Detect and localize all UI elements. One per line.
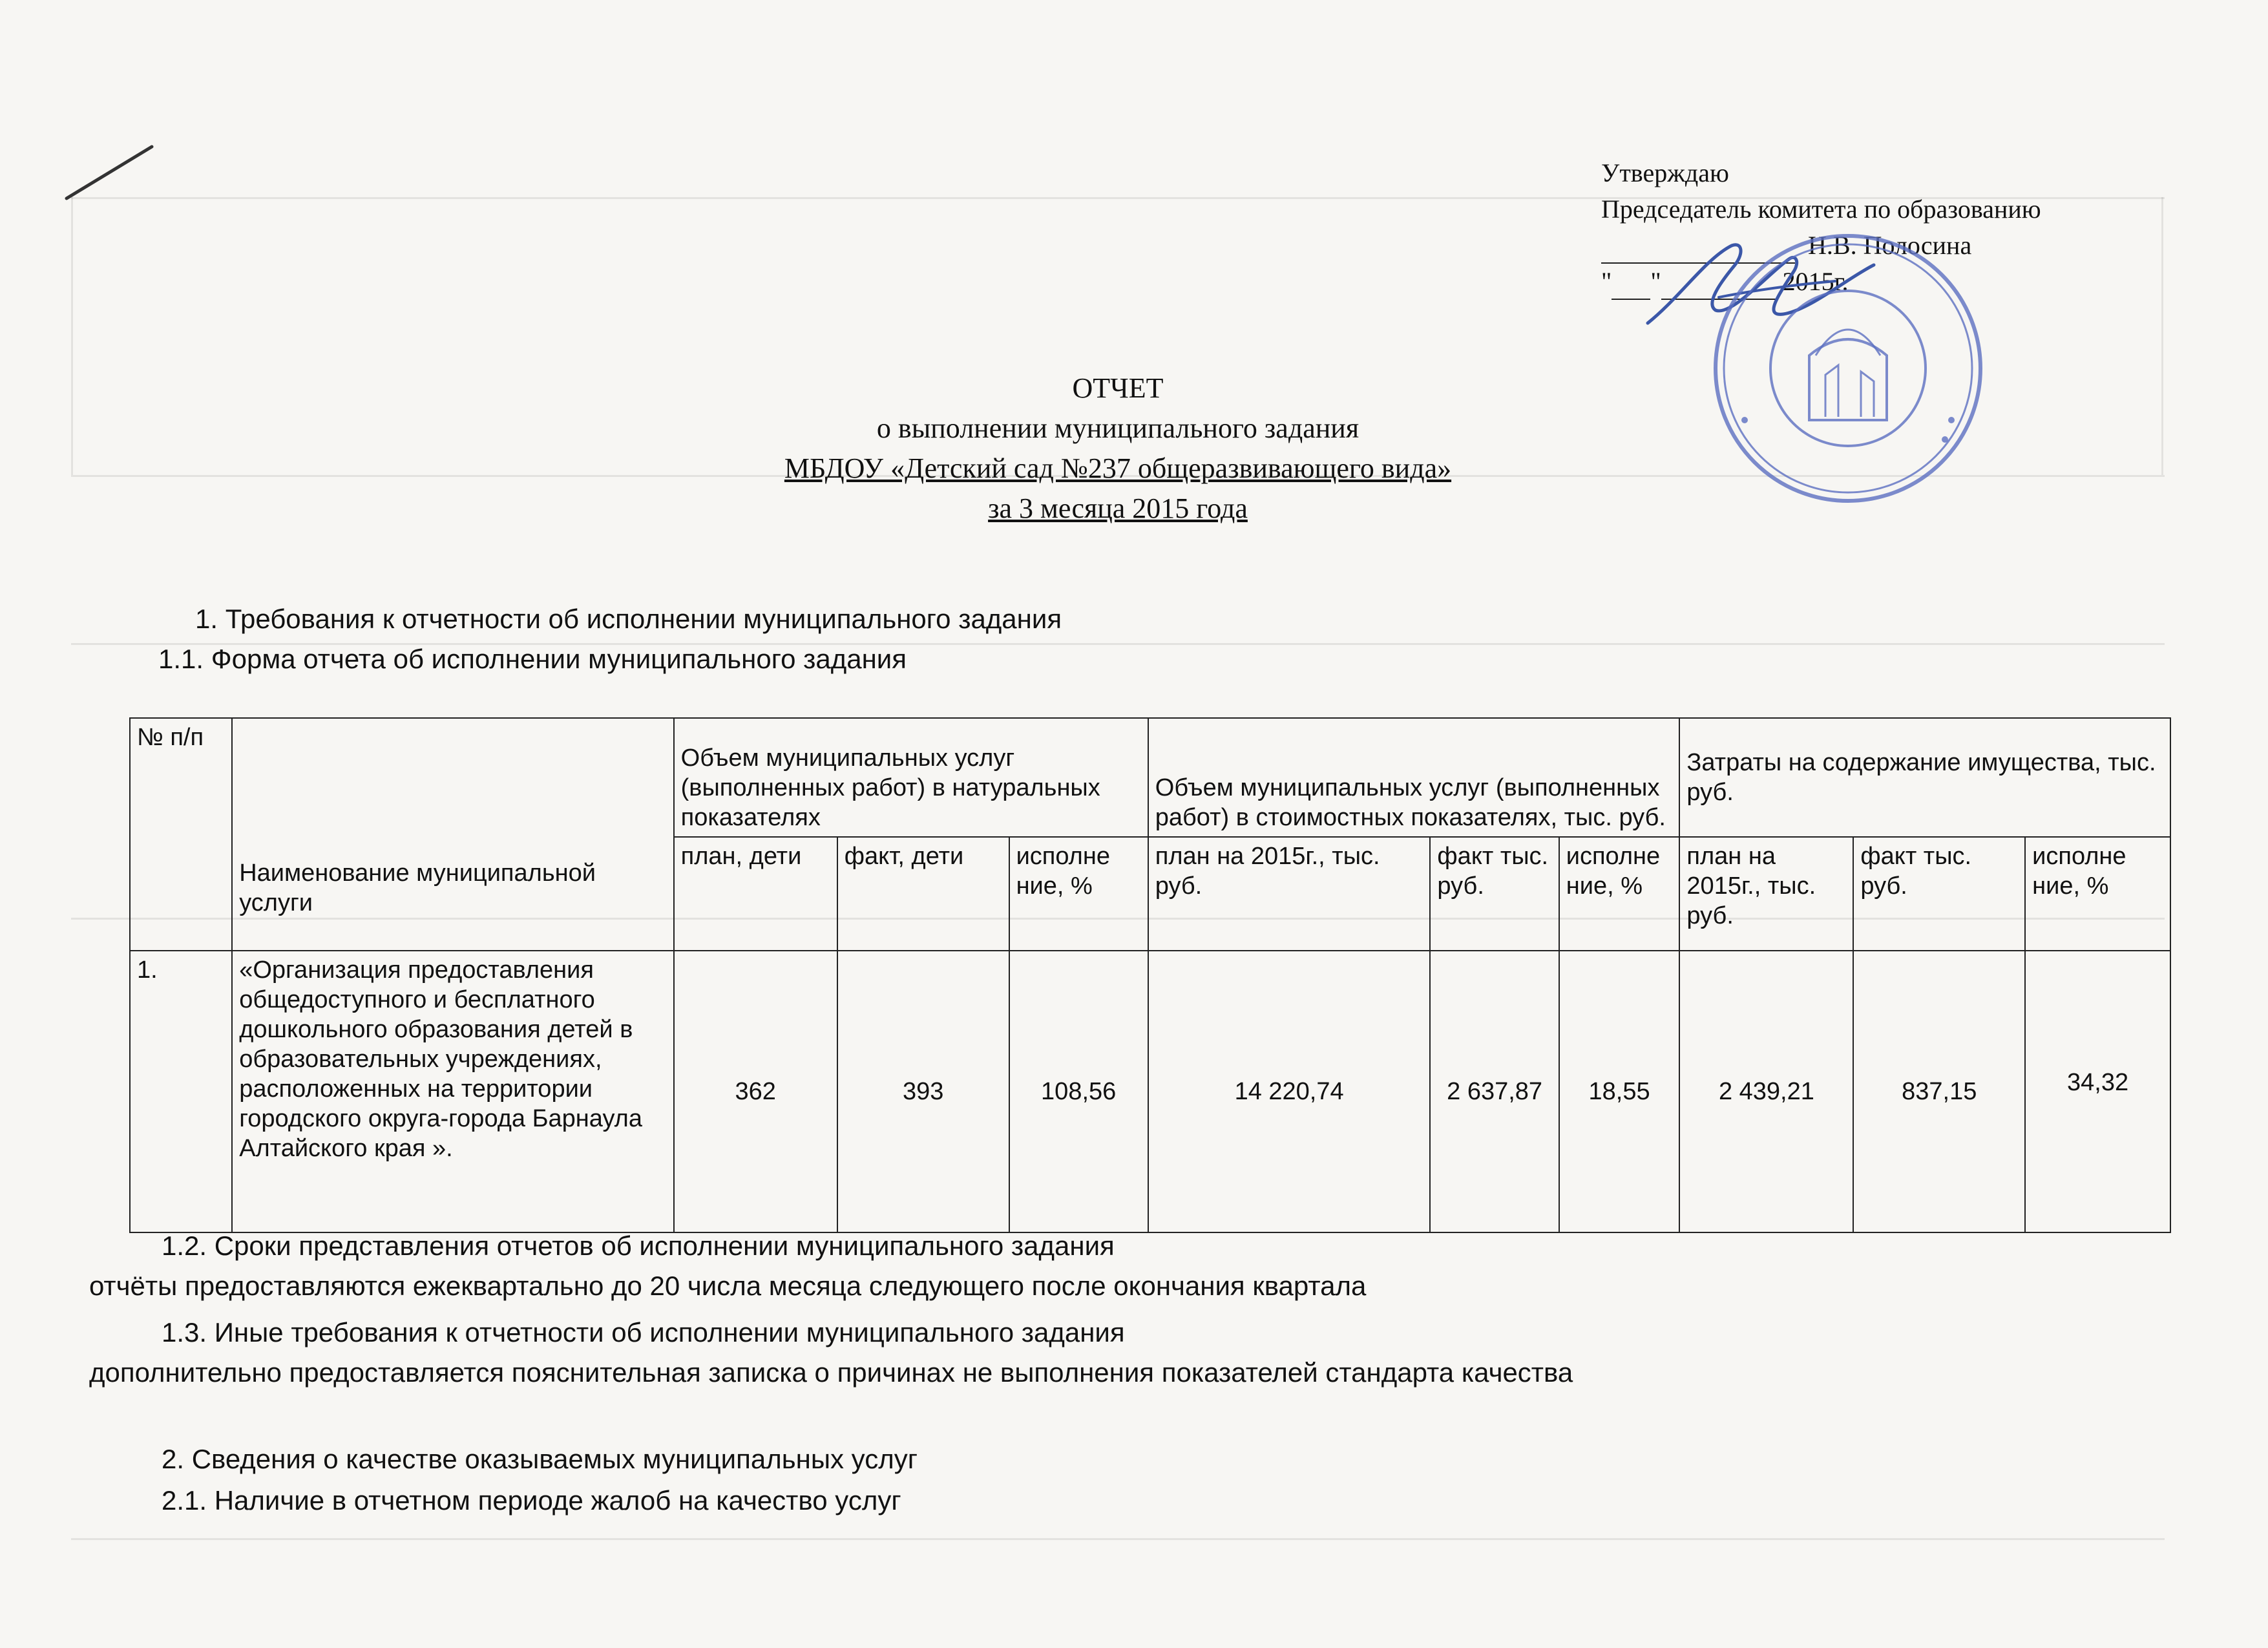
table-row bbox=[130, 951, 2170, 1232]
institution-name: МБДОУ «Детский сад №237 общеразвивающего вида» bbox=[784, 452, 1452, 484]
row-fact-children: 393 bbox=[837, 951, 1009, 1232]
header-num-name bbox=[130, 718, 232, 951]
row-plan-cost: 14 220,74 bbox=[1148, 951, 1431, 1232]
approval-date: " " 2015г. bbox=[1601, 264, 2041, 300]
header-name: Наименование муниципальной услуги bbox=[232, 718, 673, 951]
row-num: 1. bbox=[130, 951, 232, 1232]
approval-position: Председатель комитета по образованию bbox=[1601, 195, 2041, 224]
header-cost-volume: Объем муниципальных услуг (выполненных работ) в стоимостных показателях, тыс. руб. bbox=[1148, 718, 1680, 837]
report-table bbox=[129, 717, 2171, 1233]
section-1-1-heading: 1.1. Форма отчета об исполнении муниципального задания bbox=[158, 644, 907, 674]
bleed-through-line bbox=[2161, 197, 2163, 475]
header-fact-children: факт, дети bbox=[837, 837, 1009, 951]
row-exec-2: 18,55 bbox=[1559, 951, 1680, 1232]
header-plan-children: план, дети bbox=[674, 837, 837, 951]
report-subtitle: о выполнении муниципального задания bbox=[876, 412, 1360, 444]
report-title: ОТЧЕТ bbox=[1072, 372, 1164, 404]
section-2-heading: 2. Сведения о качестве оказываемых муниципальных услуг bbox=[162, 1444, 918, 1474]
header-exec-3: исполне ние, % bbox=[2025, 837, 2170, 951]
bleed-through-line bbox=[71, 197, 73, 475]
pen-mark bbox=[61, 139, 158, 204]
section-1-heading: 1. Требования к отчетности об исполнении муниципального задания bbox=[195, 604, 1062, 634]
approval-title: Утверждаю bbox=[1601, 158, 1729, 187]
section-1-2-heading: 1.2. Сроки представления отчетов об исполнении муниципального задания bbox=[162, 1231, 1115, 1261]
row-fact-cost: 2 637,87 bbox=[1430, 951, 1559, 1232]
header-fact-cost: факт тыс. руб. bbox=[1430, 837, 1559, 951]
section-1-3-text: дополнительно предоставляется пояснительная записка о причинах не выполнения показателей стандарта качества bbox=[89, 1357, 1573, 1388]
row-plan-property: 2 439,21 bbox=[1679, 951, 1853, 1232]
header-plan-cost: план на 2015г., тыс. руб. bbox=[1148, 837, 1431, 951]
date-year: 2015г. bbox=[1782, 267, 1849, 296]
header-plan-property: план на 2015г., тыс. руб. bbox=[1679, 837, 1853, 951]
header-fact-property: факт тыс. руб. bbox=[1853, 837, 2025, 951]
header-num: № п/п bbox=[137, 724, 204, 751]
row-exec-1: 108,56 bbox=[1009, 951, 1148, 1232]
section-1-2-text: отчёты предоставляются ежеквартально до 20 числа месяца следующего после окончания квартала bbox=[89, 1271, 1367, 1301]
bleed-through-line bbox=[71, 1538, 2165, 1540]
row-service-name: «Организация предоставления общедоступного и бесплатного дошкольного образования детей в образовательных учреждениях, расположенных на территории городского округа-города Барнаула Алтайского края ». bbox=[232, 951, 673, 1232]
header-natural-volume: Объем муниципальных услуг (выполненных работ) в натуральных показателях bbox=[674, 718, 1148, 837]
header-exec-1: исполне ние, % bbox=[1009, 837, 1148, 951]
row-exec-3: 34,32 bbox=[2025, 951, 2170, 1232]
section-2-1-heading: 2.1. Наличие в отчетном периоде жалоб на качество услуг bbox=[162, 1485, 901, 1516]
report-title-block bbox=[388, 368, 1848, 529]
row-plan-children: 362 bbox=[674, 951, 837, 1232]
section-1-3-heading: 1.3. Иные требования к отчетности об исполнении муниципального задания bbox=[162, 1317, 1125, 1347]
signer-name: Н.В. Полосина bbox=[1808, 231, 1972, 260]
header-property-costs: Затраты на содержание имущества, тыс. руб. bbox=[1679, 718, 2170, 837]
row-fact-property: 837,15 bbox=[1853, 951, 2025, 1232]
header-exec-2: исполне ние, % bbox=[1559, 837, 1680, 951]
report-period: за 3 месяца 2015 года bbox=[988, 492, 1248, 524]
